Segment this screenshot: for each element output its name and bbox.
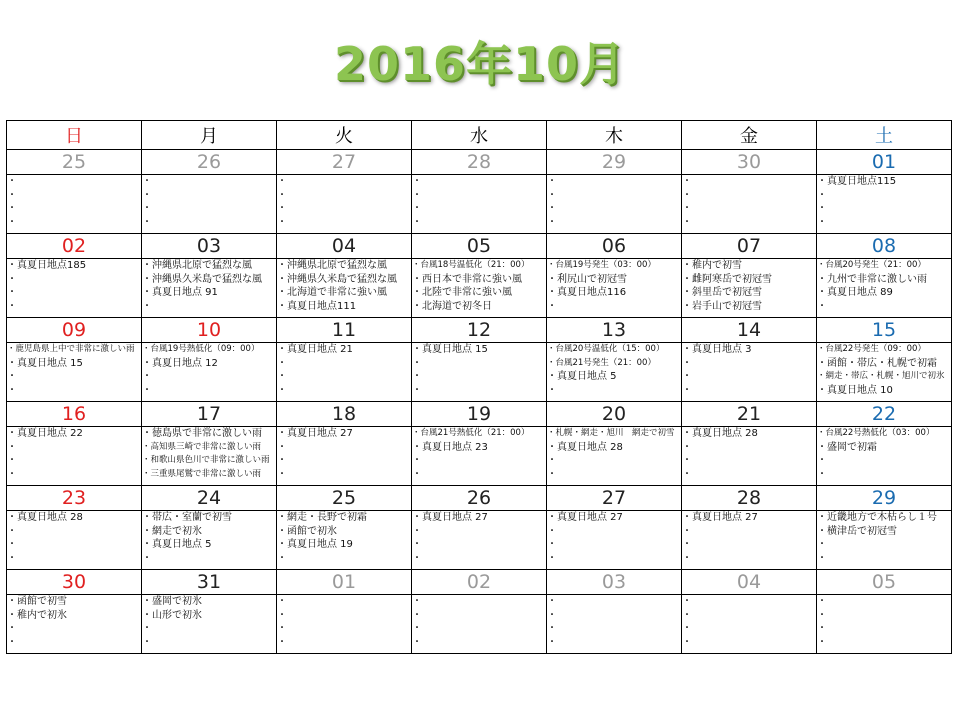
week-events-row bbox=[7, 427, 952, 486]
event-line: ・ bbox=[7, 287, 17, 298]
day-number: 22 bbox=[817, 402, 952, 427]
event-line: ・ bbox=[412, 357, 422, 369]
day-events bbox=[7, 343, 142, 402]
event-line: ・ bbox=[142, 636, 152, 648]
day-number: 30 bbox=[682, 150, 817, 175]
day-events bbox=[817, 259, 952, 318]
day-number: 23 bbox=[7, 486, 142, 511]
day-events bbox=[547, 175, 682, 234]
calendar-grid bbox=[6, 120, 952, 654]
day-events bbox=[412, 595, 547, 654]
event-line: ・真夏日地点 28 bbox=[682, 428, 758, 439]
event-line: ・ bbox=[277, 468, 287, 480]
event-line: ・ bbox=[817, 468, 827, 480]
event-line: ・ bbox=[7, 552, 17, 564]
event-line: ・ bbox=[142, 176, 152, 187]
event-line: ・ bbox=[7, 189, 17, 201]
event-line: ・ bbox=[547, 189, 557, 201]
week-date-row bbox=[7, 486, 952, 511]
event-line: ・真夏日地点 12 bbox=[142, 357, 218, 369]
event-line: ・ bbox=[547, 552, 557, 564]
event-line: ・沖縄県北原で猛烈な風 bbox=[277, 260, 387, 271]
event-line: ・ bbox=[682, 455, 692, 466]
day-events bbox=[7, 259, 142, 318]
event-line: ・ bbox=[277, 203, 287, 214]
day-events bbox=[547, 511, 682, 570]
event-line: ・ bbox=[142, 203, 152, 214]
event-line: ・北陸で非常に強い風 bbox=[412, 287, 512, 298]
event-line: ・函館で初氷 bbox=[277, 525, 337, 537]
day-number: 24 bbox=[142, 486, 277, 511]
event-line: ・ bbox=[7, 216, 17, 228]
event-line: ・ bbox=[7, 273, 17, 285]
day-number: 26 bbox=[412, 486, 547, 511]
event-line: ・ bbox=[277, 596, 287, 607]
event-line: ・真夏日地点 28 bbox=[547, 441, 623, 453]
event-line: ・真夏日地点116 bbox=[547, 287, 627, 298]
event-line: ・網走・長野で初霜 bbox=[277, 512, 367, 523]
event-line: ・雌阿寒岳で初冠雪 bbox=[682, 273, 772, 285]
event-line: ・ bbox=[7, 441, 17, 453]
day-events bbox=[817, 595, 952, 654]
event-line: ・ bbox=[547, 216, 557, 228]
event-line: ・ bbox=[7, 525, 17, 537]
event-line: ・ bbox=[7, 623, 17, 634]
event-line: ・ bbox=[682, 623, 692, 634]
day-number: 07 bbox=[682, 234, 817, 259]
event-line: ・ bbox=[682, 203, 692, 214]
event-line: ・ bbox=[547, 596, 557, 607]
weekday-wednesday: 水 bbox=[412, 121, 547, 150]
event-line: ・ bbox=[682, 636, 692, 648]
day-events bbox=[412, 175, 547, 234]
event-line: ・ bbox=[277, 189, 287, 201]
day-number: 27 bbox=[547, 486, 682, 511]
event-line: ・ bbox=[412, 384, 422, 396]
event-line: ・ bbox=[682, 525, 692, 537]
week-events-row bbox=[7, 343, 952, 402]
day-events bbox=[142, 595, 277, 654]
day-events bbox=[682, 595, 817, 654]
event-line: ・ bbox=[547, 455, 557, 466]
weekday-sunday: 日 bbox=[7, 121, 142, 150]
event-line: ・北海道で初冬日 bbox=[412, 300, 492, 312]
event-line: ・ bbox=[682, 371, 692, 382]
event-line: ・ bbox=[682, 609, 692, 621]
event-line: ・鹿児島県上中で非常に激しい雨 bbox=[7, 344, 135, 354]
weekday-header-row bbox=[7, 121, 952, 150]
day-number: 29 bbox=[817, 486, 952, 511]
event-line: ・台風18号温低化（21：00） bbox=[412, 260, 530, 270]
day-number: 31 bbox=[142, 570, 277, 595]
event-line: ・ bbox=[7, 203, 17, 214]
event-line: ・ bbox=[817, 609, 827, 621]
event-line: ・沖縄県久米島で猛烈な風 bbox=[277, 273, 397, 285]
event-line: ・ bbox=[277, 455, 287, 466]
event-line: ・真夏日地点 27 bbox=[412, 512, 488, 523]
event-line: ・山形で初氷 bbox=[142, 609, 202, 621]
event-line: ・ bbox=[7, 636, 17, 648]
event-line: ・ bbox=[412, 552, 422, 564]
day-number: 20 bbox=[547, 402, 682, 427]
event-line: ・岩手山で初冠雪 bbox=[682, 300, 762, 312]
day-events bbox=[547, 427, 682, 486]
day-events bbox=[277, 343, 412, 402]
day-number: 08 bbox=[817, 234, 952, 259]
event-line: ・盛岡で初霜 bbox=[817, 441, 877, 453]
day-events bbox=[277, 175, 412, 234]
event-line: ・ bbox=[277, 176, 287, 187]
event-line: ・稚内で初氷 bbox=[7, 609, 67, 621]
event-line: ・ bbox=[547, 203, 557, 214]
day-number: 11 bbox=[277, 318, 412, 343]
calendar-body bbox=[7, 150, 952, 654]
day-events bbox=[277, 595, 412, 654]
event-line: ・帯広・室蘭で初雪 bbox=[142, 512, 232, 523]
event-line: ・台風20号発生（21：00） bbox=[817, 260, 926, 270]
event-line: ・盛岡で初氷 bbox=[142, 596, 202, 607]
event-line: ・真夏日地点 28 bbox=[7, 512, 83, 523]
event-line: ・真夏日地点 27 bbox=[277, 428, 353, 439]
day-number: 02 bbox=[7, 234, 142, 259]
event-line: ・真夏日地点 3 bbox=[682, 344, 752, 355]
event-line: ・真夏日地点185 bbox=[7, 260, 87, 271]
day-number: 09 bbox=[7, 318, 142, 343]
event-line: ・ bbox=[412, 176, 422, 187]
event-line: ・ bbox=[142, 384, 152, 396]
event-line: ・ bbox=[412, 623, 422, 634]
day-number: 14 bbox=[682, 318, 817, 343]
event-line: ・台風21号発生（21：00） bbox=[547, 357, 656, 368]
event-line: ・ bbox=[817, 455, 827, 466]
event-line: ・ bbox=[817, 189, 827, 201]
week-date-row bbox=[7, 570, 952, 595]
event-line: ・ bbox=[412, 636, 422, 648]
event-line: ・ bbox=[682, 539, 692, 550]
event-line: ・ bbox=[682, 216, 692, 228]
event-line: ・ bbox=[142, 216, 152, 228]
week-date-row bbox=[7, 318, 952, 343]
day-number: 21 bbox=[682, 402, 817, 427]
week-date-row bbox=[7, 150, 952, 175]
day-events bbox=[682, 427, 817, 486]
day-number: 16 bbox=[7, 402, 142, 427]
day-events bbox=[412, 343, 547, 402]
event-line: ・台風19号発生（03：00） bbox=[547, 260, 656, 270]
event-line: ・ bbox=[277, 441, 287, 453]
weekday-thursday: 木 bbox=[547, 121, 682, 150]
event-line: ・ bbox=[547, 468, 557, 480]
event-line: ・真夏日地点 15 bbox=[7, 357, 83, 369]
event-line: ・真夏日地点 5 bbox=[547, 371, 617, 382]
event-line: ・沖縄県久米島で猛烈な風 bbox=[142, 273, 262, 285]
event-line: ・ bbox=[682, 176, 692, 187]
day-number: 19 bbox=[412, 402, 547, 427]
day-number: 28 bbox=[412, 150, 547, 175]
event-line: ・真夏日地点 15 bbox=[412, 344, 488, 355]
event-line: ・横津岳で初冠雪 bbox=[817, 525, 897, 537]
day-number: 03 bbox=[547, 570, 682, 595]
event-line: ・ bbox=[142, 623, 152, 634]
event-line: ・ bbox=[547, 300, 557, 312]
day-events bbox=[277, 259, 412, 318]
event-line: ・真夏日地点 91 bbox=[142, 287, 218, 298]
day-events bbox=[817, 511, 952, 570]
day-number: 03 bbox=[142, 234, 277, 259]
day-events bbox=[682, 259, 817, 318]
event-line: ・ bbox=[412, 371, 422, 382]
event-line: ・網走で初氷 bbox=[142, 525, 202, 537]
day-events bbox=[142, 343, 277, 402]
event-line: ・ bbox=[277, 636, 287, 648]
event-line: ・ bbox=[7, 300, 17, 312]
event-line: ・真夏日地点 19 bbox=[277, 539, 353, 550]
day-events bbox=[7, 595, 142, 654]
event-line: ・ bbox=[277, 371, 287, 382]
day-events bbox=[547, 259, 682, 318]
event-line: ・札幌・網走・旭川 網走で初雪 bbox=[547, 428, 675, 438]
day-number: 10 bbox=[142, 318, 277, 343]
weekday-friday: 金 bbox=[682, 121, 817, 150]
event-line: ・斜里岳で初冠雪 bbox=[682, 287, 762, 298]
day-events bbox=[682, 511, 817, 570]
event-line: ・ bbox=[277, 623, 287, 634]
event-line: ・三重県尾鷲で非常に激しい雨 bbox=[142, 468, 262, 479]
event-line: ・ bbox=[682, 189, 692, 201]
event-line: ・ bbox=[412, 216, 422, 228]
event-line: ・函館・帯広・札幌で初霜 bbox=[817, 357, 937, 369]
day-number: 02 bbox=[412, 570, 547, 595]
day-events bbox=[682, 343, 817, 402]
day-events bbox=[412, 259, 547, 318]
event-line: ・西日本で非常に強い風 bbox=[412, 273, 522, 285]
event-line: ・ bbox=[142, 300, 152, 312]
event-line: ・沖縄県北原で猛烈な風 bbox=[142, 260, 252, 271]
day-events bbox=[682, 175, 817, 234]
event-line: ・真夏日地点 10 bbox=[817, 384, 893, 396]
day-events bbox=[142, 427, 277, 486]
event-line: ・真夏日地点115 bbox=[817, 176, 897, 187]
event-line: ・台風22号発生（09：00） bbox=[817, 344, 926, 354]
day-number: 25 bbox=[7, 150, 142, 175]
event-line: ・網走・帯広・札幌・旭川で初氷 bbox=[817, 371, 945, 381]
day-number: 17 bbox=[142, 402, 277, 427]
event-line: ・ bbox=[547, 176, 557, 187]
event-line: ・ bbox=[142, 371, 152, 382]
event-line: ・ bbox=[817, 539, 827, 550]
day-events bbox=[817, 427, 952, 486]
day-events bbox=[547, 343, 682, 402]
day-number: 01 bbox=[817, 150, 952, 175]
day-events bbox=[7, 175, 142, 234]
event-line: ・ bbox=[547, 525, 557, 537]
day-events bbox=[7, 427, 142, 486]
event-line: ・ bbox=[817, 552, 827, 564]
event-line: ・台風22号熱低化（03：00） bbox=[817, 428, 935, 438]
day-number: 18 bbox=[277, 402, 412, 427]
week-events-row bbox=[7, 175, 952, 234]
weekday-monday: 月 bbox=[142, 121, 277, 150]
day-events bbox=[412, 427, 547, 486]
day-events bbox=[412, 511, 547, 570]
event-line: ・ bbox=[547, 539, 557, 550]
day-number: 01 bbox=[277, 570, 412, 595]
event-line: ・ bbox=[412, 609, 422, 621]
event-line: ・徳島県で非常に激しい雨 bbox=[142, 428, 262, 439]
event-line: ・真夏日地点 5 bbox=[142, 539, 212, 550]
day-number: 26 bbox=[142, 150, 277, 175]
event-line: ・ bbox=[7, 468, 17, 480]
event-line: ・ bbox=[277, 552, 287, 564]
event-line: ・ bbox=[547, 609, 557, 621]
event-line: ・ bbox=[7, 371, 17, 382]
event-line: ・ bbox=[817, 203, 827, 214]
event-line: ・真夏日地点 27 bbox=[682, 512, 758, 523]
event-line: ・ bbox=[7, 539, 17, 550]
event-line: ・ bbox=[7, 176, 17, 187]
event-line: ・ bbox=[412, 455, 422, 466]
event-line: ・高知県三崎で非常に激しい雨 bbox=[142, 441, 262, 452]
day-number: 28 bbox=[682, 486, 817, 511]
event-line: ・真夏日地点 27 bbox=[547, 512, 623, 523]
event-line: ・ bbox=[817, 636, 827, 648]
day-events bbox=[142, 259, 277, 318]
event-line: ・ bbox=[682, 357, 692, 369]
day-number: 06 bbox=[547, 234, 682, 259]
weekday-tuesday: 火 bbox=[277, 121, 412, 150]
event-line: ・真夏日地点 21 bbox=[277, 344, 353, 355]
event-line: ・ bbox=[682, 468, 692, 480]
event-line: ・ bbox=[7, 455, 17, 466]
event-line: ・稚内で初雪 bbox=[682, 260, 742, 271]
day-events bbox=[817, 175, 952, 234]
event-line: ・ bbox=[412, 203, 422, 214]
week-date-row bbox=[7, 234, 952, 259]
event-line: ・函館で初雪 bbox=[7, 596, 67, 607]
event-line: ・ bbox=[412, 596, 422, 607]
event-line: ・ bbox=[547, 636, 557, 648]
event-line: ・ bbox=[412, 539, 422, 550]
event-line: ・ bbox=[142, 189, 152, 201]
event-line: ・ bbox=[682, 596, 692, 607]
event-line: ・北海道で非常に強い風 bbox=[277, 287, 387, 298]
week-events-row bbox=[7, 511, 952, 570]
event-line: ・ bbox=[412, 189, 422, 201]
day-events bbox=[142, 511, 277, 570]
event-line: ・ bbox=[277, 357, 287, 369]
day-number: 04 bbox=[277, 234, 412, 259]
event-line: ・近畿地方で木枯らし１号 bbox=[817, 512, 937, 523]
day-number: 13 bbox=[547, 318, 682, 343]
event-line: ・真夏日地点111 bbox=[277, 300, 357, 312]
day-events bbox=[277, 427, 412, 486]
day-number: 30 bbox=[7, 570, 142, 595]
event-line: ・ bbox=[7, 384, 17, 396]
event-line: ・真夏日地点 89 bbox=[817, 287, 893, 298]
day-number: 05 bbox=[817, 570, 952, 595]
event-line: ・台風20号温低化（15：00） bbox=[547, 344, 665, 354]
day-number: 12 bbox=[412, 318, 547, 343]
event-line: ・ bbox=[547, 384, 557, 396]
event-line: ・ bbox=[277, 216, 287, 228]
day-events bbox=[277, 511, 412, 570]
day-number: 27 bbox=[277, 150, 412, 175]
event-line: ・ bbox=[277, 609, 287, 621]
week-date-row bbox=[7, 402, 952, 427]
event-line: ・ bbox=[817, 623, 827, 634]
event-line: ・九州で非常に激しい雨 bbox=[817, 273, 927, 285]
event-line: ・利尻山で初冠雪 bbox=[547, 273, 627, 285]
event-line: ・真夏日地点 23 bbox=[412, 441, 488, 453]
event-line: ・ bbox=[817, 596, 827, 607]
week-events-row bbox=[7, 259, 952, 318]
event-line: ・ bbox=[682, 552, 692, 564]
event-line: ・和歌山県色川で非常に激しい雨 bbox=[142, 455, 270, 465]
day-events bbox=[142, 175, 277, 234]
event-line: ・ bbox=[547, 623, 557, 634]
weekday-saturday: 土 bbox=[817, 121, 952, 150]
day-number: 04 bbox=[682, 570, 817, 595]
event-line: ・ bbox=[142, 552, 152, 564]
day-number: 29 bbox=[547, 150, 682, 175]
week-events-row bbox=[7, 595, 952, 654]
day-number: 05 bbox=[412, 234, 547, 259]
event-line: ・ bbox=[682, 441, 692, 453]
event-line: ・ bbox=[817, 300, 827, 312]
event-line: ・ bbox=[277, 384, 287, 396]
day-events bbox=[817, 343, 952, 402]
day-number: 15 bbox=[817, 318, 952, 343]
event-line: ・ bbox=[412, 525, 422, 537]
event-line: ・ bbox=[412, 468, 422, 480]
event-line: ・真夏日地点 22 bbox=[7, 428, 83, 439]
day-events bbox=[547, 595, 682, 654]
event-line: ・台風21号熱低化（21：00） bbox=[412, 428, 530, 438]
event-line: ・ bbox=[817, 216, 827, 228]
calendar-title: 2016年10月 bbox=[333, 37, 627, 91]
day-events bbox=[7, 511, 142, 570]
day-number: 25 bbox=[277, 486, 412, 511]
event-line: ・ bbox=[682, 384, 692, 396]
event-line: ・台風19号熱低化（09：00） bbox=[142, 344, 260, 354]
